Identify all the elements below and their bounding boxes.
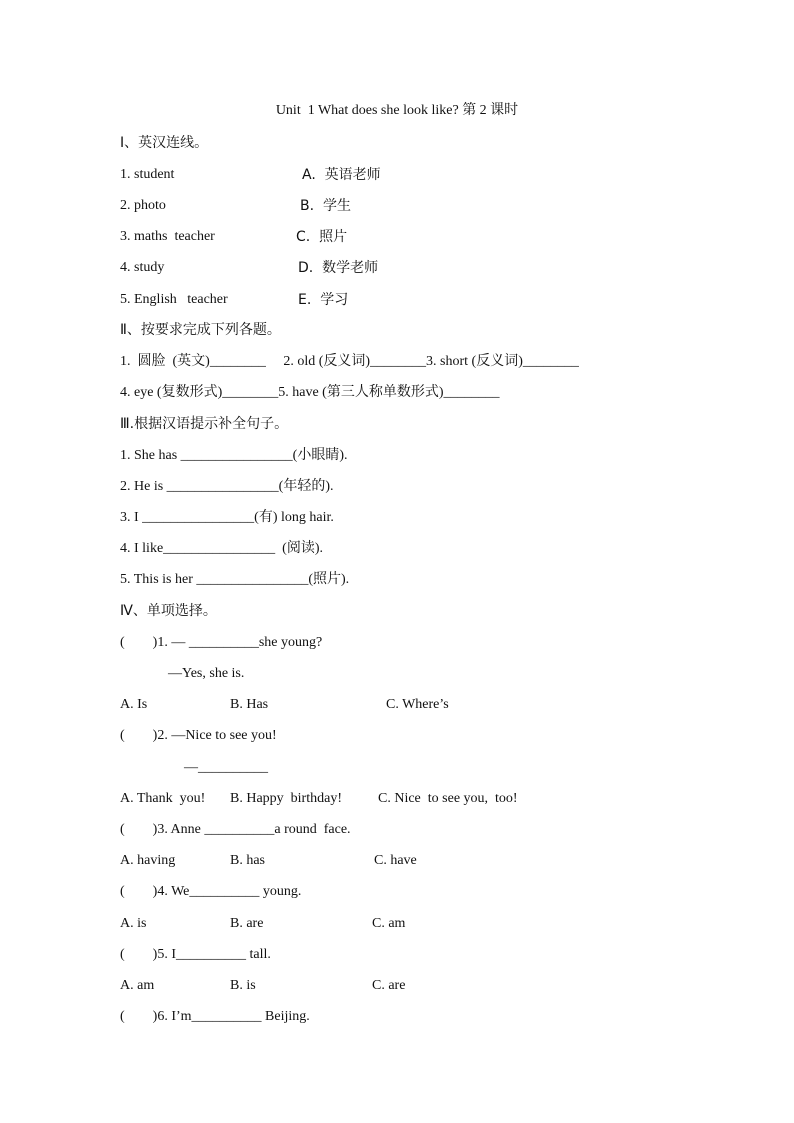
match-right-2: B. 学生: [300, 198, 351, 214]
match-right-5: E. 学习: [298, 292, 349, 308]
question-2-answer: —__________: [184, 760, 268, 775]
question-3-option-c: C. have: [374, 853, 417, 868]
match-left-5: 5. English teacher: [120, 292, 228, 307]
match-left-3: 3. maths teacher: [120, 229, 215, 244]
section-1-heading: Ⅰ、英汉连线。: [120, 135, 209, 151]
question-3: ( )3. Anne __________a round face.: [120, 822, 351, 837]
section-3-item-2: 2. He is ________________(年轻的).: [120, 479, 334, 494]
question-1-option-c: C. Where’s: [386, 697, 449, 712]
section-4-heading: Ⅳ、单项选择。: [120, 603, 217, 619]
question-5-option-c: C. are: [372, 978, 406, 993]
match-left-1: 1. student: [120, 167, 175, 182]
question-4-option-c: C. am: [372, 916, 406, 931]
section-2-line-1: 1. 圆脸 (英文)________ 2. old (反义词)________3. short (反义词)________: [120, 354, 579, 369]
section-3-heading: Ⅲ.根据汉语提示补全句子。: [120, 416, 289, 432]
match-left-2: 2. photo: [120, 198, 166, 213]
question-1-answer: —Yes, she is.: [168, 666, 245, 681]
page-title: Unit 1 What does she look like? 第 2 课时: [275, 103, 519, 118]
question-5-option-b: B. is: [230, 978, 256, 993]
match-right-1: A. 英语老师: [302, 167, 381, 183]
question-1-option-b: B. Has: [230, 697, 269, 712]
question-2-option-a: A. Thank you!: [120, 791, 206, 806]
section-3-item-1: 1. She has ________________(小眼睛).: [120, 448, 348, 463]
question-4-option-a: A. is: [120, 916, 147, 931]
section-3-item-4: 4. I like________________ (阅读).: [120, 541, 323, 556]
question-4-option-b: B. are: [230, 916, 264, 931]
question-3-option-b: B. has: [230, 853, 265, 868]
match-left-4: 4. study: [120, 260, 165, 275]
section-3-item-3: 3. I ________________(有) long hair.: [120, 510, 334, 525]
question-2-option-b: B. Happy birthday!: [230, 791, 342, 806]
question-4: ( )4. We__________ young.: [120, 884, 302, 899]
question-3-option-a: A. having: [120, 853, 176, 868]
section-2-heading: Ⅱ、按要求完成下列各题。: [120, 322, 281, 338]
question-2-option-c: C. Nice to see you, too!: [378, 791, 518, 806]
question-1-option-a: A. Is: [120, 697, 148, 712]
match-right-3: C. 照片: [296, 229, 348, 245]
question-2: ( )2. —Nice to see you!: [120, 728, 277, 743]
question-5: ( )5. I__________ tall.: [120, 947, 271, 962]
section-2-line-2: 4. eye (复数形式)________5. have (第三人称单数形式)________: [120, 385, 500, 400]
question-1: ( )1. — __________she young?: [120, 635, 323, 650]
question-6: ( )6. I’m__________ Beijing.: [120, 1009, 310, 1024]
match-right-4: D. 数学老师: [298, 260, 379, 276]
question-5-option-a: A. am: [120, 978, 155, 993]
section-3-item-5: 5. This is her ________________(照片).: [120, 572, 350, 587]
